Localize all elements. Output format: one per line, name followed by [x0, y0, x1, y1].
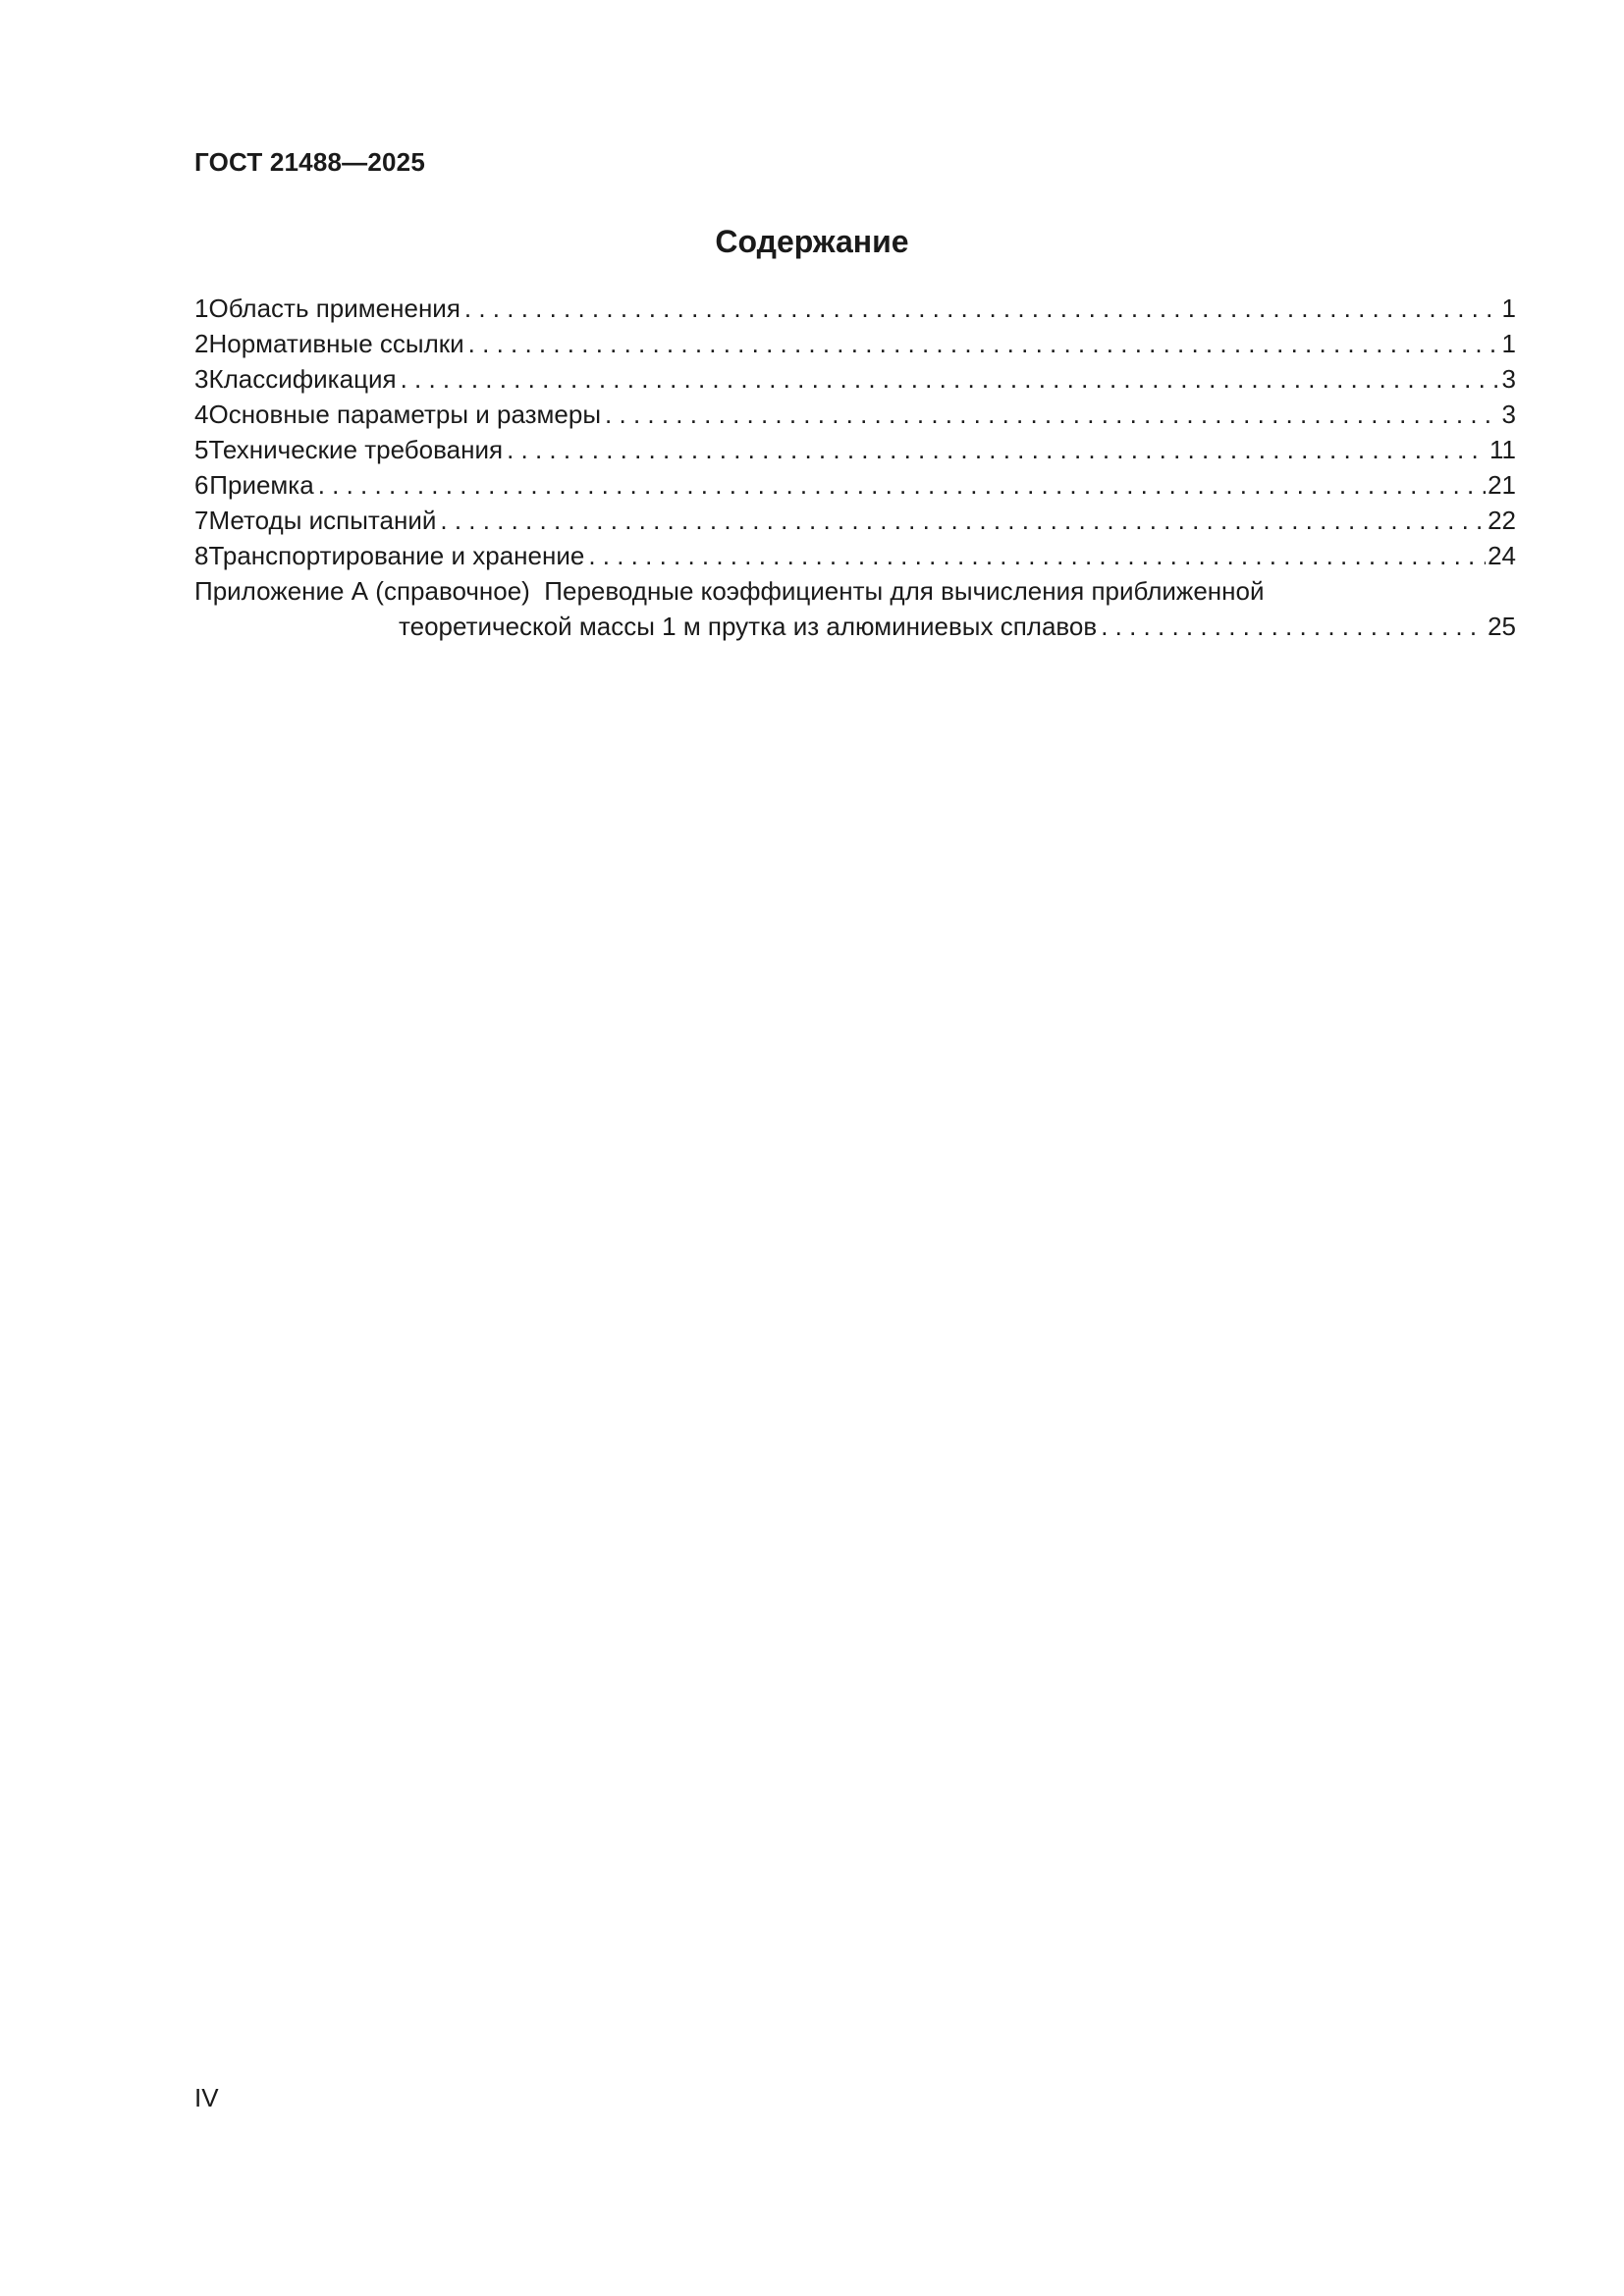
document-code: ГОСТ 21488—2025	[194, 147, 425, 177]
toc-item-label: Классификация	[208, 364, 397, 394]
toc-item[interactable]	[194, 326, 1516, 361]
annex-title-line1: Переводные коэффициенты для вычисления приближенной	[544, 576, 1265, 606]
toc-item[interactable]	[194, 291, 1516, 326]
annex-second-line	[194, 609, 1516, 644]
dot-leader	[401, 361, 1500, 397]
toc-item-number: 1	[194, 294, 209, 323]
toc-item-number: 6	[194, 470, 209, 500]
toc-item-number: 5	[194, 435, 209, 464]
toc-title: Содержание	[715, 224, 909, 259]
toc-item[interactable]	[194, 503, 1516, 538]
dot-leader	[318, 467, 1486, 503]
toc-item[interactable]	[194, 538, 1516, 573]
dot-leader	[507, 432, 1488, 467]
toc-item-label: Транспортирование и хранение	[208, 541, 585, 570]
toc-item-label: Область применения	[208, 294, 460, 323]
toc-item-page: 3	[1501, 364, 1516, 394]
dot-leader	[464, 291, 1500, 326]
toc-annex-item[interactable]	[194, 573, 1516, 644]
toc-item-page: 3	[1501, 400, 1516, 429]
dot-leader	[605, 397, 1499, 432]
toc-item-number: 7	[194, 506, 209, 535]
toc-item[interactable]	[194, 467, 1516, 503]
annex-title-line2: теоретической массы 1 м прутка из алюминиевых сплавов	[399, 612, 1098, 641]
toc-item-label: Основные параметры и размеры	[208, 400, 602, 429]
table-of-contents	[194, 291, 1516, 644]
toc-item-label: Методы испытаний	[208, 506, 437, 535]
toc-item-page: 1	[1501, 294, 1516, 323]
dot-leader	[440, 503, 1486, 538]
toc-item-page: 11	[1489, 435, 1516, 464]
toc-item-label: Технические требования	[208, 435, 504, 464]
toc-item-page: 21	[1488, 470, 1516, 500]
toc-item-number: 2	[194, 329, 209, 358]
toc-item-page: 24	[1488, 541, 1516, 570]
annex-page: 25	[1488, 612, 1516, 641]
toc-item-number: 8	[194, 541, 209, 570]
dot-leader	[1101, 609, 1486, 644]
toc-item[interactable]	[194, 361, 1516, 397]
dot-leader	[468, 326, 1500, 361]
toc-item-page: 1	[1501, 329, 1516, 358]
toc-item-label: Приемка	[209, 470, 314, 500]
dot-leader	[588, 538, 1486, 573]
toc-item[interactable]	[194, 432, 1516, 467]
annex-first-line	[194, 573, 1516, 609]
toc-item[interactable]	[194, 397, 1516, 432]
toc-item-label: Нормативные ссылки	[208, 329, 464, 358]
toc-item-number: 4	[194, 400, 209, 429]
toc-item-number: 3	[194, 364, 209, 394]
annex-prefix: Приложение А (справочное)	[194, 576, 530, 606]
toc-item-page: 22	[1488, 506, 1516, 535]
page-number: IV	[194, 2083, 219, 2112]
